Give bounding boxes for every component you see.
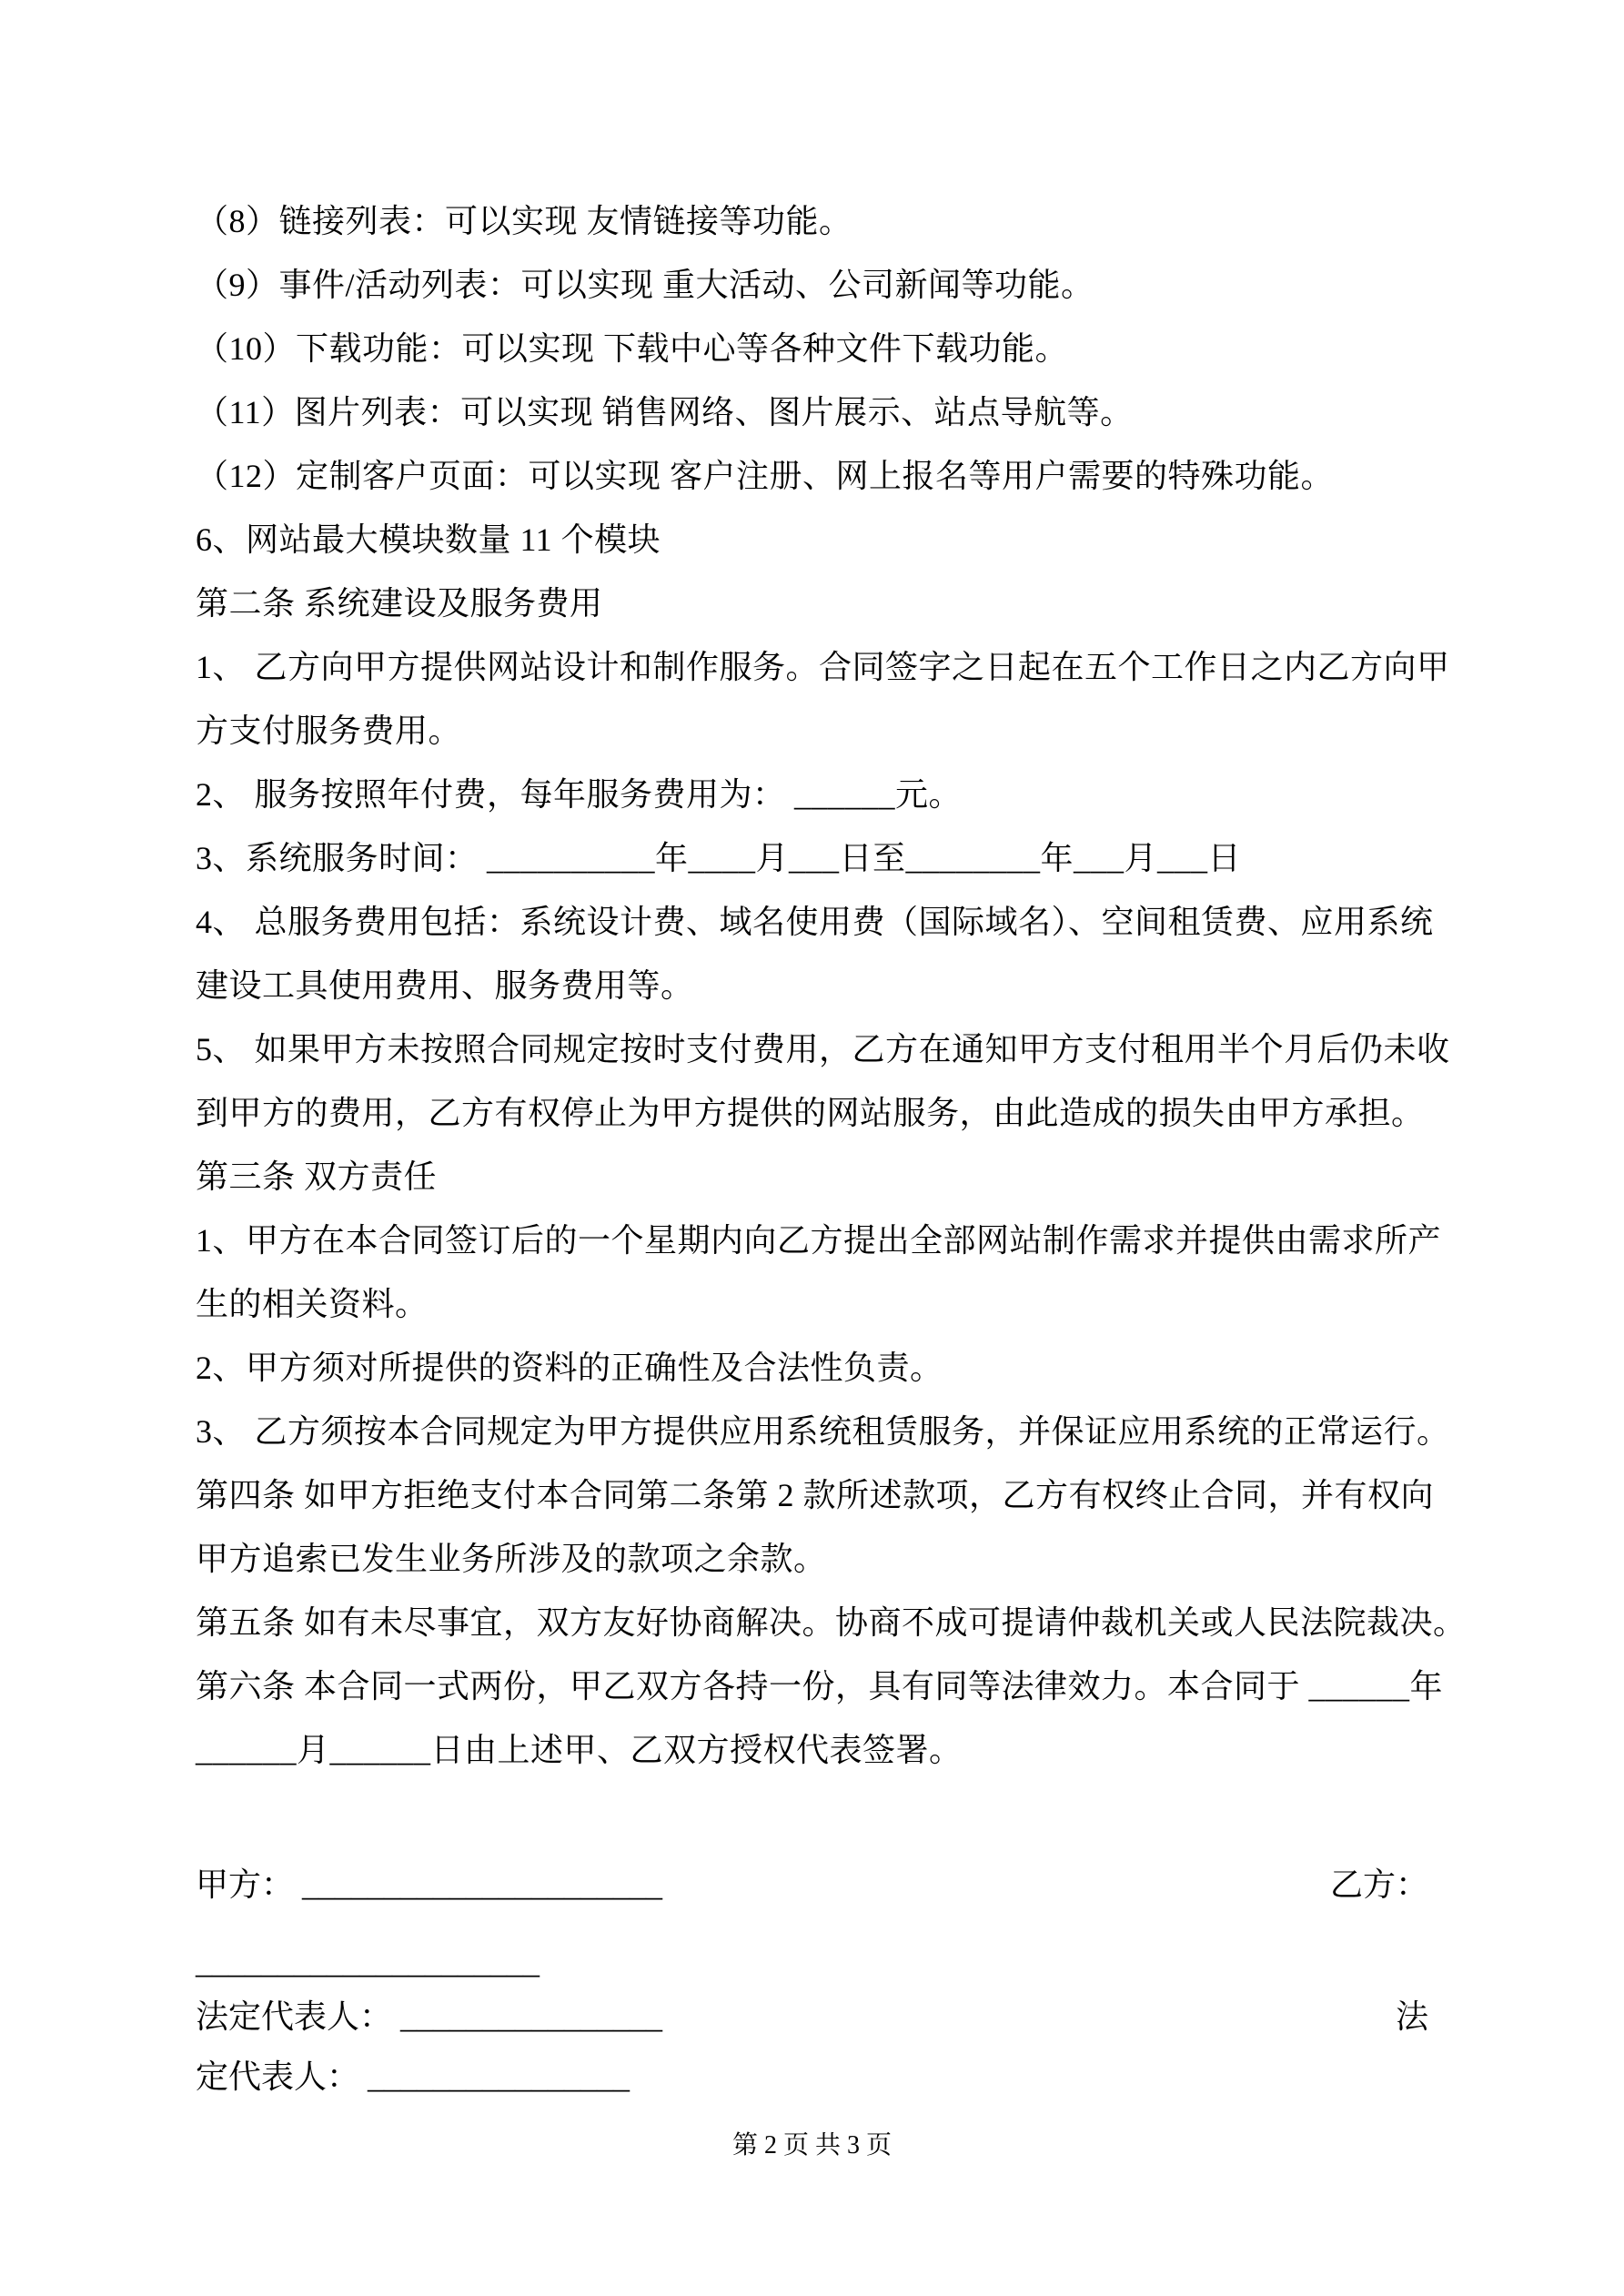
party-b-fill-line: _____________________ [196, 1944, 540, 1980]
section-heading: 第五条 如有未尽事宜，双方友好协商解决。协商不成可提请仲裁机关或人民法院裁决。 [196, 1604, 1467, 1641]
contract-line: 3、系统服务时间： __________年____月___日至________年___月___日 [196, 840, 1242, 876]
page-number: 第 2 页 共 3 页 [731, 2131, 892, 2159]
section-heading: 第三条 双方责任 [196, 1158, 438, 1195]
contract-line: 2、 服务按照年付费，每年服务费用为： ______元。 [196, 776, 963, 813]
contract-line: 1、 乙方向甲方提供网站设计和制作服务。合同签字之日起在五个工作日之内乙方向甲 [196, 649, 1450, 685]
signature-block [196, 1853, 1428, 2109]
contract-line: 6、网站最大模块数量 11 个模块 [196, 521, 661, 558]
section-heading: 第四条 如甲方拒绝支付本合同第二条第 2 款所述款项，乙方有权终止合同，并有权向 [196, 1477, 1435, 1513]
contract-line: 生的相关资料。 [196, 1286, 429, 1322]
rep-b-label-rest: 定代表人： ________________ [196, 2058, 630, 2095]
contract-line: 3、 乙方须按本合同规定为甲方提供应用系统租赁服务，并保证应用系统的正常运行。 [196, 1413, 1450, 1450]
signature-row-parties [196, 1853, 1428, 1917]
contract-line: 1、甲方在本合同签订后的一个星期内向乙方提出全部网站制作需求并提供由需求所产 [196, 1222, 1442, 1259]
section-heading: 第六条 本合同一式两份，甲乙双方各持一份，具有同等法律效力。本合同于 ______年 [196, 1668, 1444, 1704]
party-b-label: 乙方： [1329, 1866, 1428, 1903]
contract-line: ______月______日由上述甲、乙双方授权代表签署。 [196, 1732, 963, 1768]
section-heading: 第二条 系统建设及服务费用 [196, 585, 603, 622]
signature-row-representatives [196, 1985, 1428, 2048]
contract-body [196, 189, 1467, 2109]
contract-line: （10）下载功能：可以实现 下载中心等各种文件下载功能。 [196, 330, 1069, 367]
contract-line: 5、 如果甲方未按照合同规定按时支付费用，乙方在通知甲方支付租用半个月后仍未收 [196, 1031, 1450, 1067]
contract-line: 2、甲方须对所提供的资料的正确性及合法性负责。 [196, 1350, 943, 1386]
contract-line: 方支付服务费用。 [196, 713, 462, 749]
party-a-label: 甲方： ______________________ [196, 1866, 663, 1903]
contract-line: 到甲方的费用，乙方有权停止为甲方提供的网站服务，由此造成的损失由甲方承担。 [196, 1095, 1425, 1131]
contract-line: （11）图片列表：可以实现 销售网络、图片展示、站点导航等。 [196, 394, 1134, 430]
contract-line: （8）链接列表：可以实现 友情链接等功能。 [196, 203, 852, 239]
rep-b-label-wrapped-prefix: 法 [1395, 1998, 1428, 2035]
signature-row-rep-b-rest [196, 2045, 1428, 2109]
contract-line: 甲方追索已发生业务所涉及的款项之余款。 [196, 1541, 827, 1577]
rep-a-label: 法定代表人： ________________ [196, 1998, 663, 2035]
contract-line: （9）事件/活动列表：可以实现 重大活动、公司新闻等功能。 [196, 267, 1094, 303]
contract-line: （12）定制客户页面：可以实现 客户注册、网上报名等用户需要的特殊功能。 [196, 458, 1335, 494]
contract-line: 建设工具使用费用、服务费用等。 [196, 967, 694, 1004]
contract-line: 4、 总服务费用包括：系统设计费、域名使用费（国际域名）、空间租赁费、应用系统 [196, 904, 1434, 940]
